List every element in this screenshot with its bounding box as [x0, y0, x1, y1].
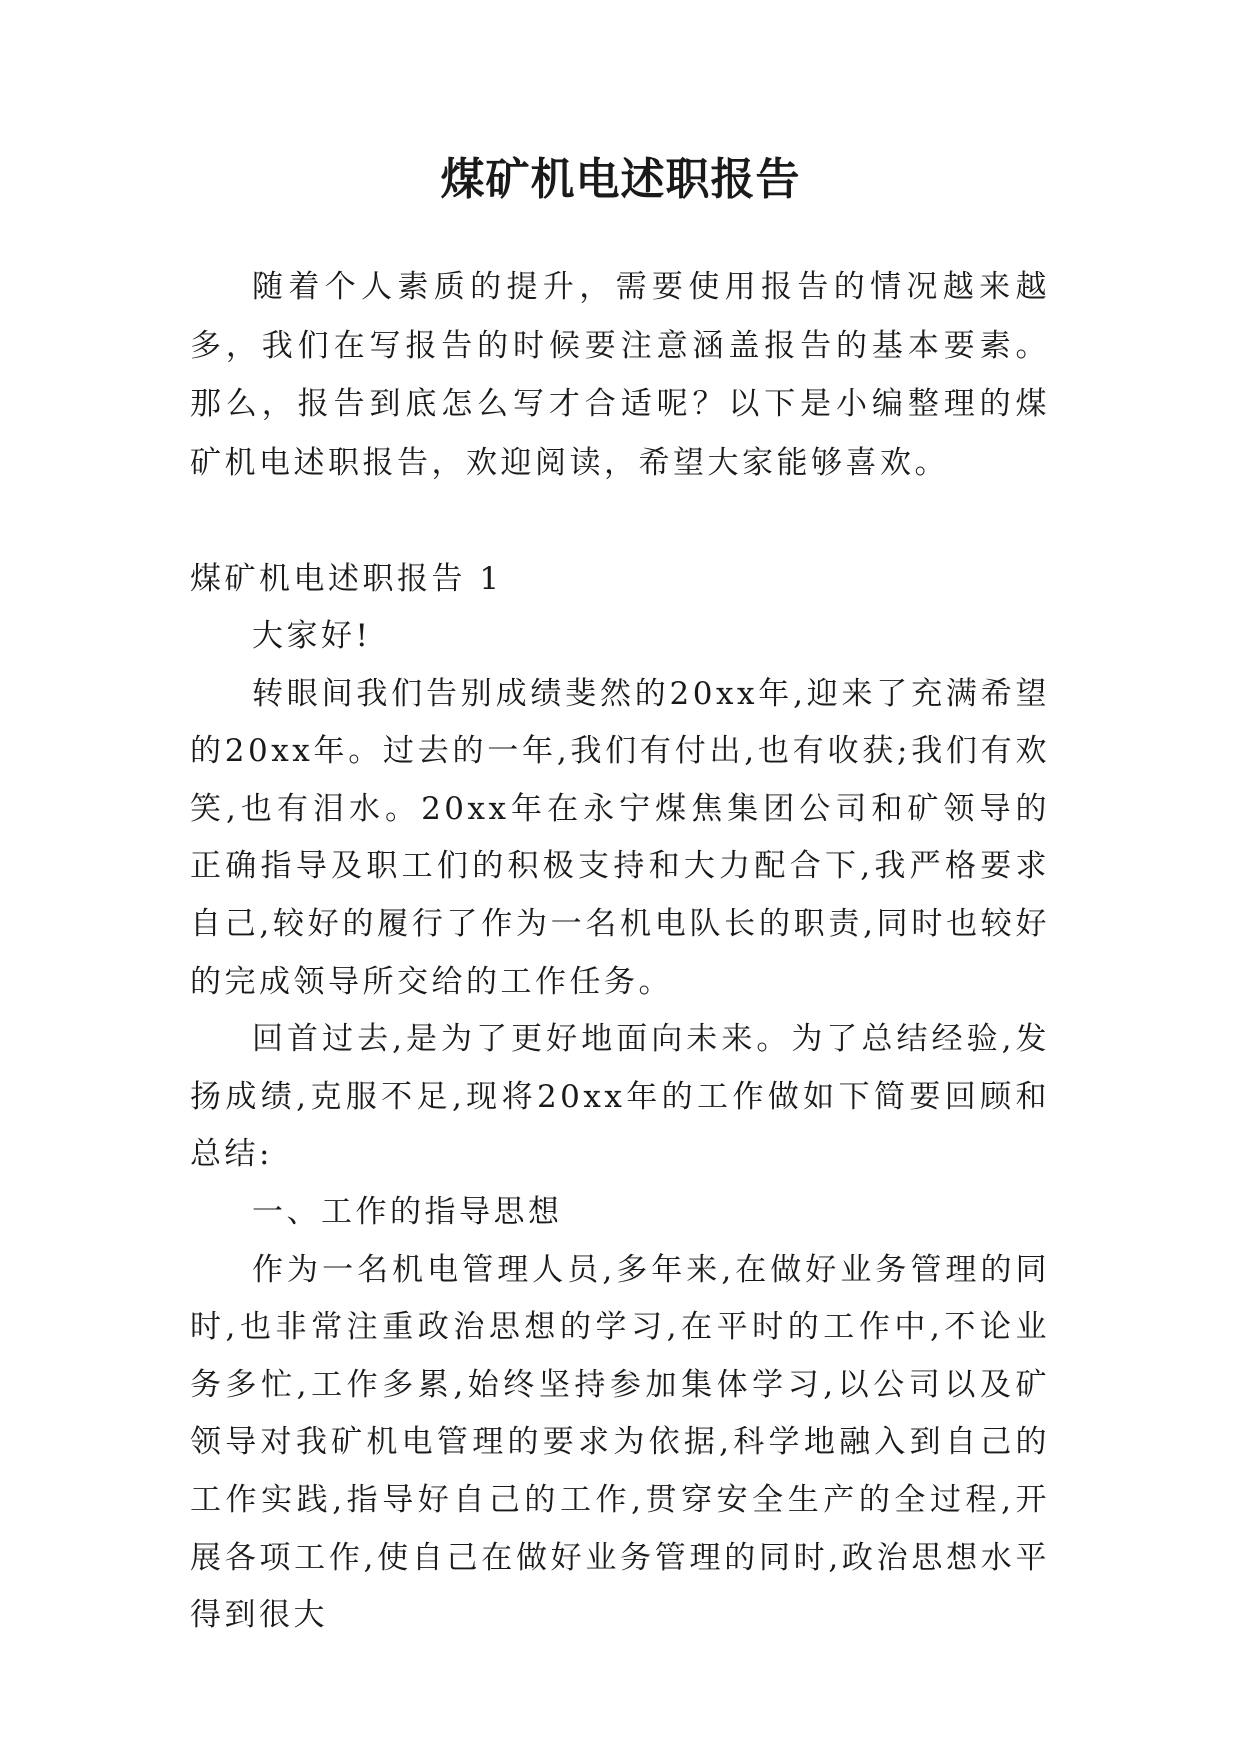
document-title: 煤矿机电述职报告	[440, 154, 801, 205]
greeting-paragraph: 大家好!	[252, 618, 372, 654]
document-body	[190, 258, 1050, 1645]
body-paragraph: 回首过去,是为了更好地面向未来。为了总结经验,发扬成绩,克服不足,现将20xx年的工作做如下简要回顾和总结:	[190, 1021, 1050, 1173]
intro-paragraph: 随着个人素质的提升，需要使用报告的情况越来越多，我们在写报告的时候要注意涵盖报告的基本要素。那么，报告到底怎么写才合适呢？以下是小编整理的煤矿机电述职报告，欢迎阅读，希望大家能够喜欢。	[190, 269, 1050, 481]
section-heading: 煤矿机电述职报告 1	[190, 561, 503, 597]
body-paragraph: 转眼间我们告别成绩斐然的20xx年,迎来了充满希望的20xx年。过去的一年,我们有付出,也有收获;我们有欢笑,也有泪水。20xx年在永宁煤焦集团公司和矿领导的正确指导及职工们的积极支持和大力配合下,我严格要求自己,较好的履行了作为一名机电队长的职责,同时也较好的完成领导所交给的工作任务。	[190, 675, 1050, 1000]
body-paragraph: 作为一名机电管理人员,多年来,在做好业务管理的同时,也非常注重政治思想的学习,在平时的工作中,不论业务多忙,工作多累,始终坚持参加集体学习,以公司以及矿领导对我矿机电管理的要求为依据,科学地融入到自己的工作实践,指导好自己的工作,贯穿安全生产的全过程,开展各项工作,使自己在做好业务管理的同时,政治思想水平得到很大	[190, 1251, 1050, 1634]
subsection-heading: 一、工作的指导思想	[252, 1193, 563, 1230]
